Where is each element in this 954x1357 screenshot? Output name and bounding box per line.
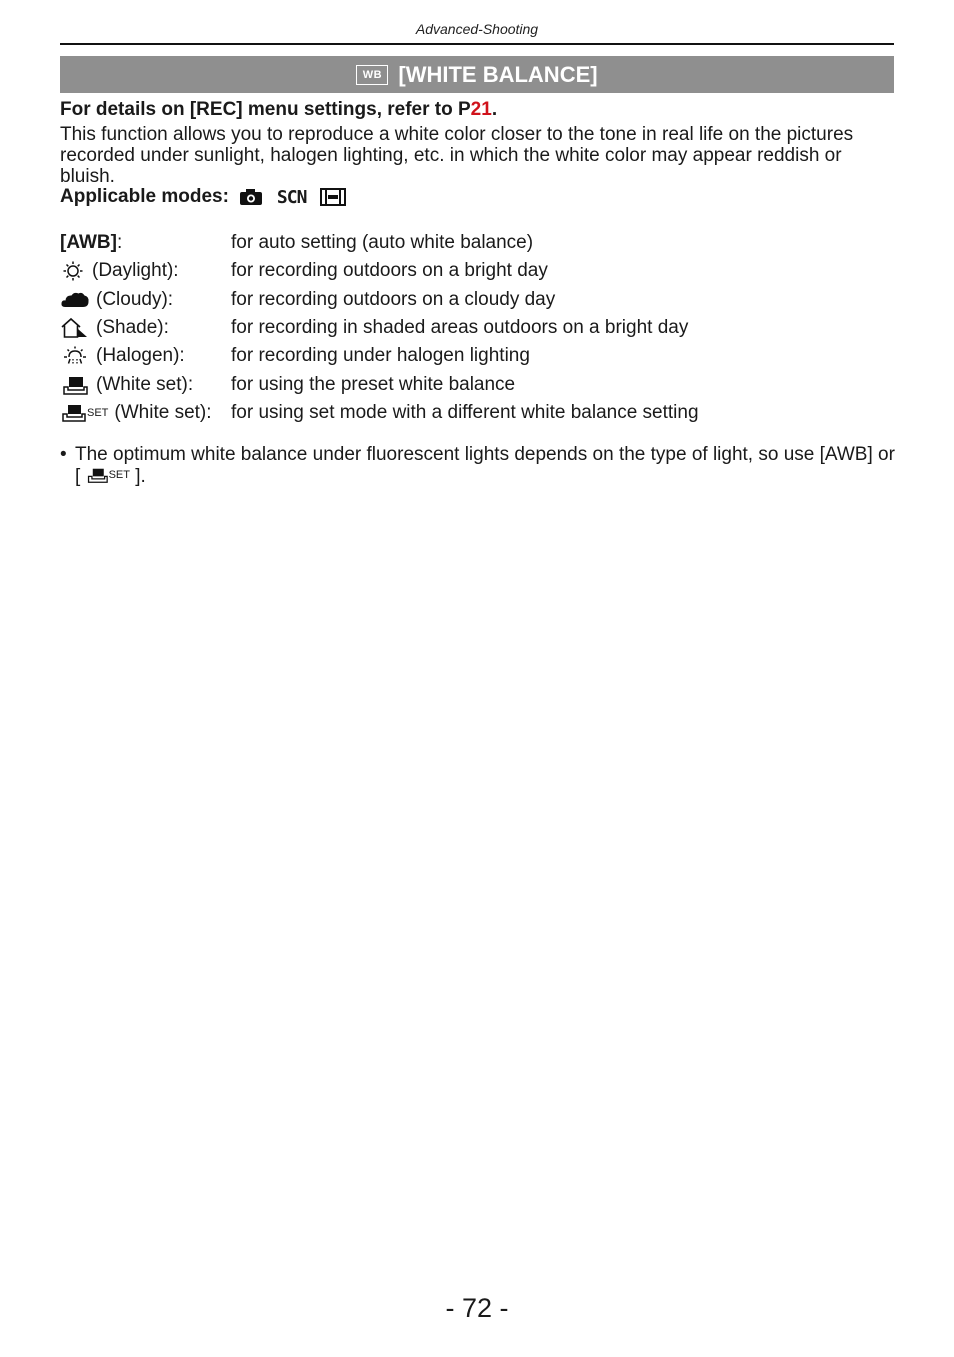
section-title-bar — [60, 56, 894, 93]
wb-item-label: (Shade): — [96, 317, 169, 338]
wb-item-name — [60, 344, 185, 368]
wb-item-desc: for auto setting (auto white balance) — [231, 232, 534, 253]
wb-item-desc: for recording under halogen lighting — [231, 345, 530, 366]
section-title: [WHITE BALANCE] — [398, 61, 598, 87]
wb-item-name — [60, 401, 212, 425]
wb-item-desc: for recording outdoors on a cloudy day — [231, 289, 556, 310]
wb-item-name — [60, 231, 122, 255]
halogen-bulb-icon — [60, 346, 90, 366]
note-bullet-item — [60, 444, 900, 487]
wb-item-label: (Daylight): — [92, 260, 179, 281]
movie-icon — [320, 188, 346, 206]
camera-icon — [239, 188, 263, 206]
set-icon-text: SET — [87, 407, 109, 419]
wb-item-name — [60, 316, 169, 340]
details-reference — [60, 99, 497, 121]
white-set-set-icon — [86, 465, 130, 486]
wb-item-name — [60, 259, 179, 283]
note-text-before: The optimum white balance under fluorescent lights depends on the type of light, so use [AWB] or [ — [75, 444, 895, 487]
wb-item-name-suffix: : — [116, 232, 123, 253]
wb-item-desc: for recording in shaded areas outdoors on a bright day — [231, 317, 689, 338]
details-suffix: . — [491, 99, 498, 120]
intro-paragraph: This function allows you to reproduce a white color closer to the tone in real life on the pictures recorded under sunlight, halogen lighting, etc. in which the white color may appear reddish or bluish. — [60, 124, 854, 187]
wb-item-name-bold: [AWB] — [60, 232, 117, 253]
wb-item-name — [60, 288, 173, 312]
page-number: - 72 - — [445, 1293, 509, 1323]
white-set-set-icon — [60, 403, 108, 423]
wb-item-desc: for using the preset white balance — [231, 374, 516, 395]
wb-item-label: (Halogen): — [96, 345, 185, 366]
applicable-modes-label: Applicable modes: — [60, 186, 229, 207]
details-prefix: For details on [REC] menu settings, refer to P — [60, 99, 471, 120]
note-text — [75, 444, 900, 487]
wb-item-label: (Cloudy): — [96, 289, 174, 310]
header-rule — [60, 43, 894, 45]
bullet-marker: • — [60, 444, 67, 465]
applicable-modes — [60, 186, 346, 208]
cloud-icon — [60, 290, 90, 310]
page-reference-link[interactable]: 21 — [470, 99, 492, 120]
wb-item-name — [60, 373, 193, 397]
wb-item-desc: for recording outdoors on a bright day — [231, 260, 548, 281]
set-icon-text: SET — [108, 469, 130, 481]
shade-house-icon — [60, 317, 90, 339]
note-text-after: ]. — [135, 466, 146, 487]
running-header: Advanced-Shooting — [415, 21, 539, 37]
scn-mode-icon: SCN — [276, 186, 307, 208]
wb-item-label: (White set): — [96, 374, 194, 395]
wb-item-label: (White set): — [114, 402, 212, 423]
wb-item-desc: for using set mode with a different white balance setting — [231, 402, 699, 423]
sun-icon — [60, 261, 86, 281]
wb-icon: WB — [356, 65, 388, 85]
white-set-icon — [60, 375, 90, 395]
